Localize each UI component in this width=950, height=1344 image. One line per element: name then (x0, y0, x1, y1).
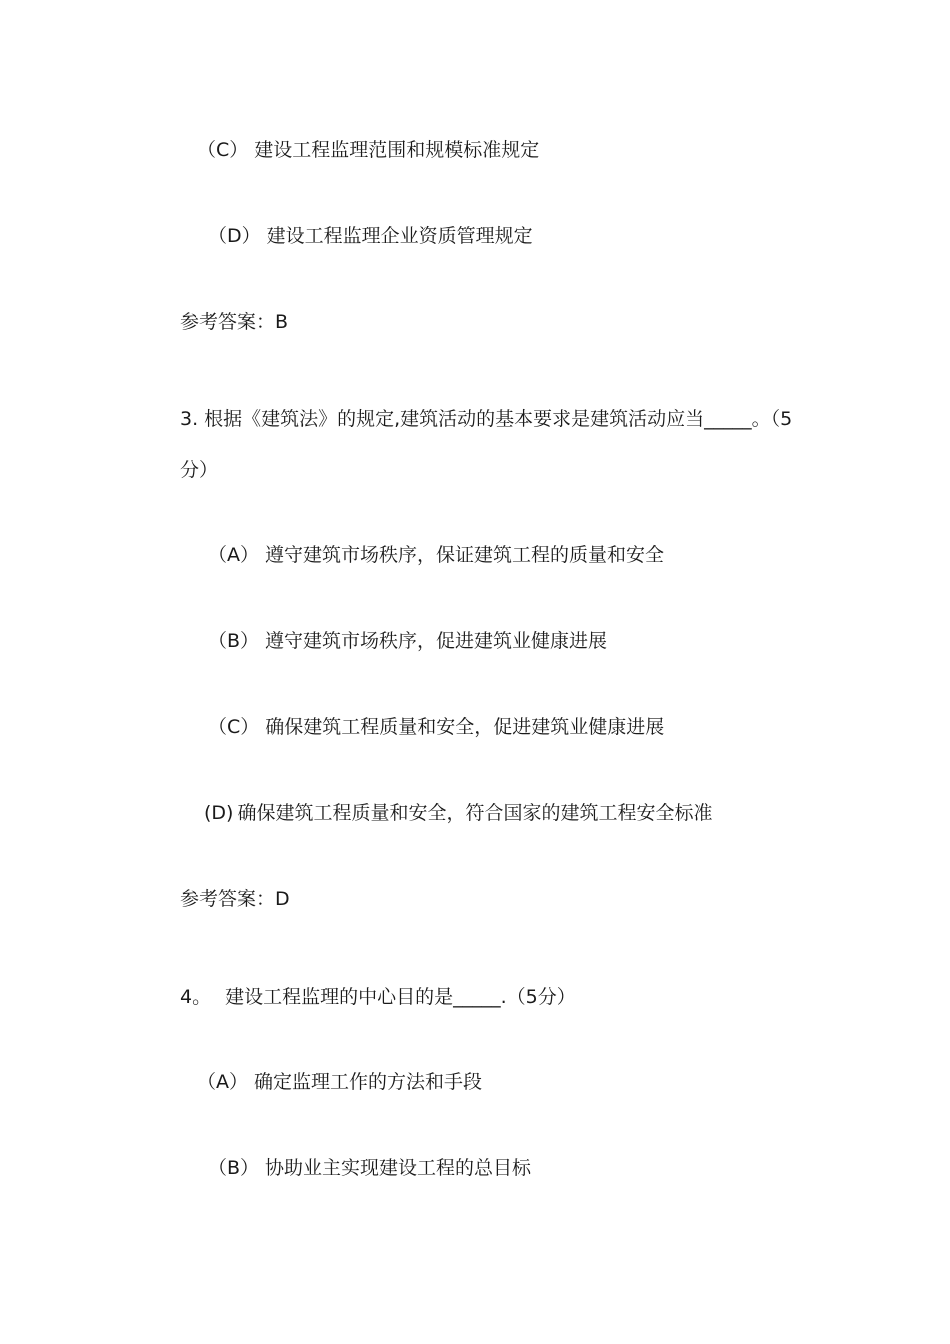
option-text: 建设工程监理范围和规模标准规定 (254, 139, 540, 161)
reference-answer: 参考答案：B (180, 311, 289, 333)
question-number: 3. (180, 408, 199, 430)
option-letter: (D) (204, 802, 234, 824)
option-text: 确保建筑工程质量和安全，符合国家的建筑工程安全标准 (237, 802, 713, 824)
option-text: 建设工程监理企业资质管理规定 (266, 225, 533, 247)
option-letter: （A） (197, 1071, 248, 1093)
option-letter: （B） (208, 1157, 260, 1179)
question-text: 建设工程监理的中心目的是_____.（5分） (225, 986, 576, 1008)
option-text: 确定监理工作的方法和手段 (254, 1071, 483, 1093)
option-d (208, 224, 533, 248)
option-letter: （C） (197, 139, 249, 161)
option-b (208, 629, 607, 653)
option-letter: （D） (208, 225, 261, 247)
reference-answer: 参考答案：D (180, 888, 290, 910)
option-b (208, 1156, 531, 1180)
option-letter: （B） (208, 630, 260, 652)
option-text: 协助业主实现建设工程的总目标 (265, 1157, 532, 1179)
question-number: 4。 (180, 986, 212, 1008)
option-letter: （A） (208, 544, 259, 566)
option-text: 确保建筑工程质量和安全，促进建筑业健康进展 (265, 716, 665, 738)
option-a (197, 1070, 482, 1094)
question-text: 根据《建筑法》的规定,建筑活动的基本要求是建筑活动应当_____。（5 (204, 408, 793, 430)
option-text: 遵守建筑市场秩序，促进建筑业健康进展 (265, 630, 608, 652)
option-letter: （C） (208, 716, 260, 738)
question-stem-continued: 分） (180, 459, 219, 481)
question-stem (180, 985, 576, 1009)
option-d (204, 801, 712, 825)
option-text: 遵守建筑市场秩序，保证建筑工程的质量和安全 (265, 544, 665, 566)
option-c (208, 715, 664, 739)
question-stem (180, 407, 792, 431)
option-a (208, 543, 664, 567)
option-c (197, 138, 539, 162)
